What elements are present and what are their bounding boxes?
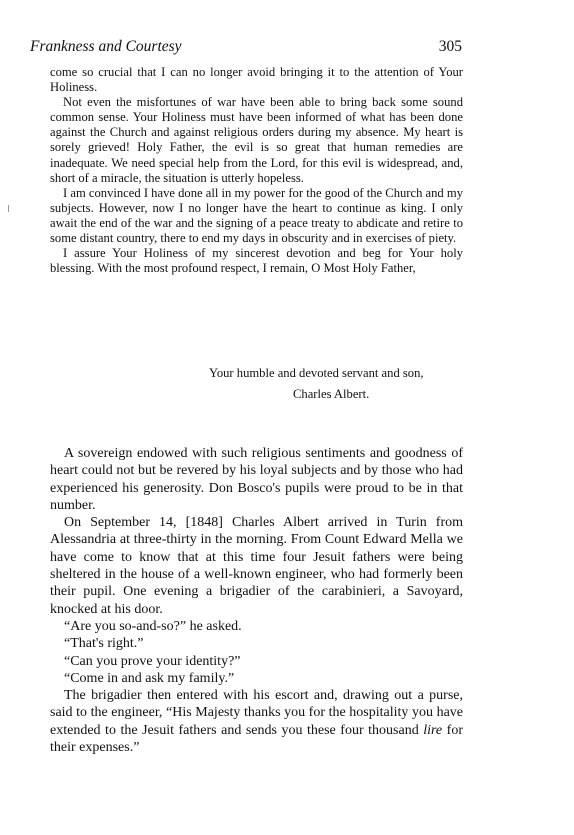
narrative-paragraph-1: A sovereign endowed with such religious sentiments and goodness of heart could not but be revered by his loyal subjects and by those who had experienced his generosity. Don Bosco's pupils were proud to be in that number. bbox=[50, 446, 463, 513]
letter-paragraph-4: I assure Your Holiness of my sincerest devotion and beg for Your holy blessing. With the most profound respect, I remain, O Most Holy Father, bbox=[50, 246, 463, 276]
page-number: 305 bbox=[438, 38, 462, 55]
running-title: Frankness and Courtesy bbox=[30, 38, 182, 55]
narrative-paragraph-2: On September 14, [1848] Charles Albert arrived in Turin from Alessandria at three-thirty in the morning. From Count Edward Mella we have come to know that at this time four Jesuit fathers were being sheltered in the house of a well-known engineer, who had formerly been their pupil. One evening a brigadier of the carabinieri, a Savoyard, knocked at his door. bbox=[50, 515, 463, 617]
letter-paragraph-1: come so crucial that I can no longer avoid bringing it to the attention of Your Holiness. bbox=[50, 65, 463, 95]
page-header bbox=[30, 38, 462, 60]
letter-closing bbox=[209, 366, 463, 402]
letter-paragraph-2: Not even the misfortunes of war have been able to bring back some sound common sense. Your Holiness must have been informed of what has been done against the Church and against religious orders during my absence. My heart is sorely grieved! Holy Father, the evil is so great that human remedies are inadequate. We need special help from the Lord, for this evil is widespread, and, short of a miracle, the situation is utterly hopeless. bbox=[50, 95, 463, 185]
narrative-text bbox=[50, 445, 463, 756]
italic-word: lire bbox=[423, 722, 443, 738]
dialogue-line-3: “Can you prove your identity?” bbox=[64, 653, 241, 669]
letter-paragraph-3: I am convinced I have done all in my power for the good of the Church and my subjects. However, now I no longer have the heart to continue as king. I only await the end of the war and the signing of a peace treaty to abdicate and retire to some distant country, there to end my days in obscurity and in exercises of piety. bbox=[50, 185, 463, 246]
paragraph-3-start: The brigadier then entered with his escort and, drawing out a purse, said to the engineer, “His Majesty thanks you for the hospitality you have extended to the Jesuit fathers and sends you these four thousand bbox=[50, 688, 463, 738]
margin-mark bbox=[8, 205, 9, 212]
dialogue-line-1: “Are you so-and-so?” he asked. bbox=[64, 618, 242, 634]
dialogue-line-2: “That's right.” bbox=[64, 636, 144, 652]
paragraph-3-end: for their expenses.” bbox=[50, 722, 463, 756]
narrative-paragraph-3 bbox=[50, 687, 463, 756]
letter-text bbox=[50, 65, 463, 276]
signature: Charles Albert. bbox=[293, 387, 370, 402]
dialogue-line-4: “Come in and ask my family.” bbox=[64, 670, 235, 686]
closing-line: Your humble and devoted servant and son, bbox=[209, 366, 424, 380]
